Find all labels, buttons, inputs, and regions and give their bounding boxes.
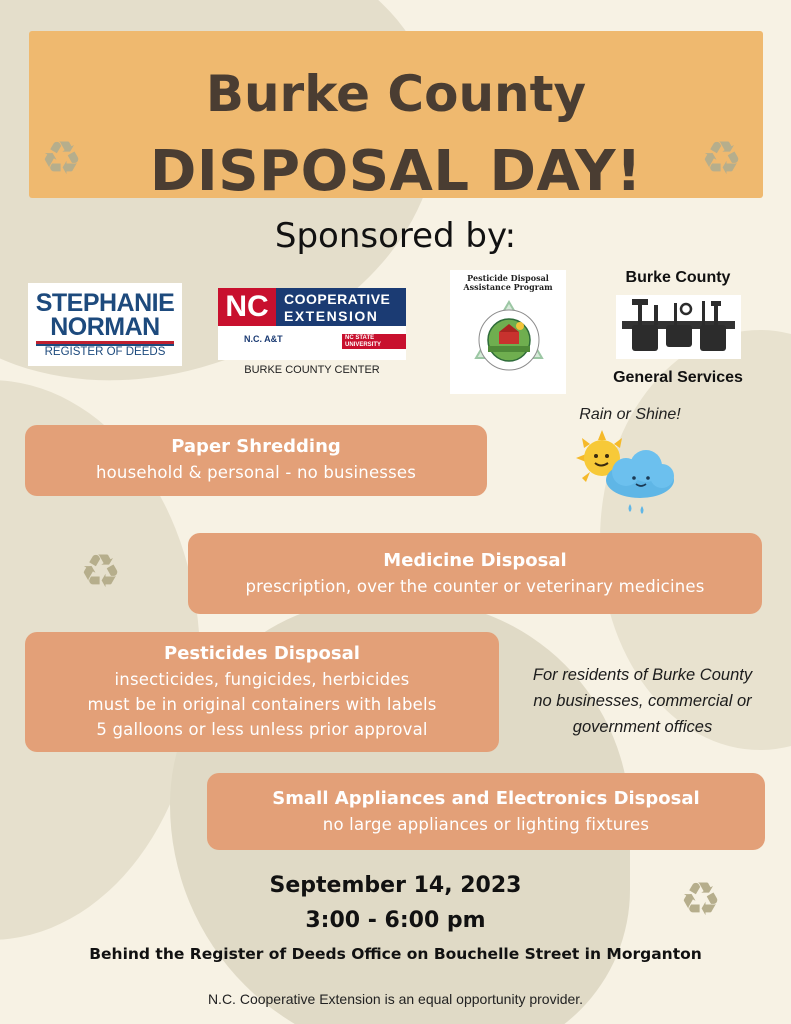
logo-text: NC: [218, 288, 276, 326]
sponsored-label: Sponsored by:: [274, 216, 517, 256]
register-of-deeds-logo: [28, 283, 182, 366]
seal-icon: [470, 300, 548, 378]
event-time: 3:00 - 6:00 pm: [305, 908, 486, 933]
logo-text: EXTENSION: [284, 308, 379, 324]
logo-text: NC STATE UNIVERSITY: [342, 334, 406, 349]
service-detail: must be in original containers with labels: [87, 695, 437, 714]
logo-caption: Burke County: [625, 269, 731, 286]
recycle-icon: ♻: [41, 131, 83, 185]
nc-extension-logo: [218, 288, 406, 360]
general-services-logo: [616, 295, 741, 359]
title-banner: [29, 31, 763, 204]
logo-text: Assistance Program: [463, 282, 553, 293]
service-title: Pesticides Disposal: [164, 643, 360, 664]
logo-text: NORMAN: [50, 313, 160, 341]
recycle-icon: ♻: [680, 872, 722, 926]
service-title: Paper Shredding: [171, 436, 341, 457]
footer-note: N.C. Cooperative Extension is an equal opportunity provider.: [207, 991, 584, 1007]
residents-note-line: no businesses, commercial or: [533, 692, 752, 710]
service-detail: household & personal - no businesses: [95, 463, 417, 482]
service-detail: no large appliances or lighting fixtures: [322, 815, 650, 834]
toolbelt-icon: [616, 295, 741, 359]
residents-note: [505, 662, 780, 740]
service-title: Medicine Disposal: [383, 550, 567, 571]
logo-title: [450, 274, 566, 292]
event-date: September 14, 2023: [269, 873, 522, 898]
service-card-electronics-disposal: [207, 773, 765, 850]
logo-text: REGISTER OF DEEDS: [44, 346, 166, 358]
service-detail: insecticides, fungicides, herbicides: [114, 670, 410, 689]
logo-wordmark: [276, 288, 406, 326]
residents-note-line: government offices: [572, 718, 713, 736]
service-title: Small Appliances and Electronics Disposal: [272, 788, 700, 809]
rain-or-shine-label: Rain or Shine!: [579, 406, 681, 423]
service-detail: prescription, over the counter or veterinary medicines: [245, 577, 705, 596]
logo-text: N.C. A&T: [244, 334, 283, 344]
title-line-1: Burke County: [205, 65, 587, 123]
logo-text: COOPERATIVE: [284, 291, 391, 307]
service-card-medicine-disposal: [188, 533, 762, 614]
residents-note-line: For residents of Burke County: [532, 666, 753, 684]
service-card-paper-shredding: [25, 425, 487, 496]
logo-text: Pesticide Disposal: [467, 273, 549, 283]
logo-text: STEPHANIE: [35, 289, 175, 317]
service-card-pesticides-disposal: [25, 632, 499, 752]
pesticide-program-logo: [450, 270, 566, 394]
recycle-icon: ♻: [701, 131, 743, 185]
event-location: Behind the Register of Deeds Office on Bouchelle Street in Morganton: [89, 945, 702, 963]
title-line-2: DISPOSAL DAY!: [149, 139, 643, 204]
logo-caption: General Services: [613, 369, 743, 386]
service-detail: 5 galloons or less unless prior approval: [96, 720, 428, 739]
sun-cloud-icon: [570, 428, 682, 522]
recycle-icon: ♻: [80, 544, 122, 598]
logo-caption: BURKE COUNTY CENTER: [244, 364, 380, 376]
